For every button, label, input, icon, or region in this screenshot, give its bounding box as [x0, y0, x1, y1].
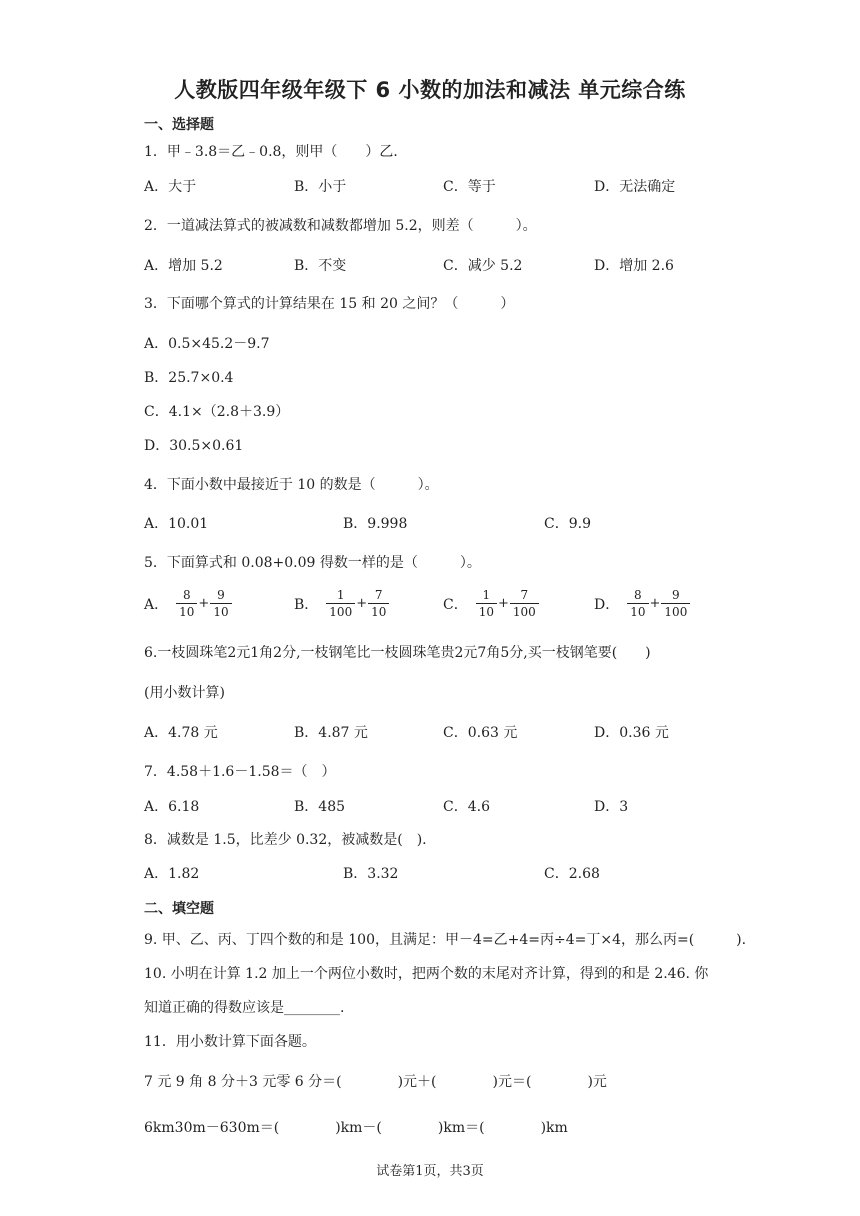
q4-option-a: A．10.01 — [144, 516, 209, 532]
q5-option-d-label: D． — [594, 596, 620, 613]
fraction: $\frac{1}{10}$ — [476, 587, 497, 620]
q5-option-b: B． $\frac{1}{100}$ + $\frac{7}{10}$ — [294, 587, 389, 620]
q8-option-c: C．2.68 — [544, 866, 600, 882]
q6-option-d: D．0.36 元 — [594, 725, 669, 741]
q2-option-c: C．减少 5.2 — [443, 258, 523, 274]
question-11: 11．用小数计算下面各题。 — [144, 1034, 316, 1050]
q5-option-b-label: B． — [294, 596, 319, 613]
q4-option-c: C．9.9 — [544, 516, 591, 532]
q7-option-b: B．485 — [294, 799, 346, 815]
question-4: 4．下面小数中最接近于 10 的数是（ ）。 — [144, 477, 439, 493]
section-heading-choice: 一、选择题 — [144, 117, 214, 133]
question-10: 10. 小明在计算 1.2 加上一个两位小数时，把两个数的末尾对齐计算，得到的和是 2.46. 你 — [144, 966, 709, 982]
question-11-line1: 7 元 9 角 8 分＋3 元零 6 分＝( )元＋( )元＝( )元 — [144, 1074, 607, 1090]
q6-option-a: A．4.78 元 — [144, 725, 218, 741]
question-11-line2: 6km30m－630m＝( )km－( )km＝( )km — [144, 1120, 568, 1136]
q2-option-b: B．不变 — [294, 258, 347, 274]
q8-option-b: B．3.32 — [343, 866, 399, 882]
page-title: 人教版四年级年级下 6 小数的加法和减法 单元综合练 — [174, 78, 686, 102]
q2-option-d: D．增加 2.6 — [594, 258, 674, 274]
q3-option-c: C．4.1×（2.8＋3.9） — [144, 404, 290, 420]
q8-option-a: A．1.82 — [144, 866, 200, 882]
q6-option-b: B．4.87 元 — [294, 725, 368, 741]
q5-option-a-label: A． — [144, 596, 169, 613]
q7-option-a: A．6.18 — [144, 799, 200, 815]
question-3: 3．下面哪个算式的计算结果在 15 和 20 之间？（ ） — [144, 296, 515, 312]
q6-option-c: C．0.63 元 — [443, 725, 518, 741]
question-9: 9. 甲、乙、丙、丁四个数的和是 100，且满足：甲－4=乙+4=丙÷4=丁×4，那么丙=( ). — [144, 932, 747, 948]
fraction: $\frac{8}{10}$ — [176, 587, 197, 620]
q1-option-b: B．小于 — [294, 179, 347, 195]
question-1: 1．甲﹣3.8＝乙﹣0.8，则甲（ ）乙． — [144, 144, 408, 160]
question-2: 2．一道减法算式的被减数和减数都增加 5.2，则差（ ）。 — [144, 218, 537, 234]
q3-option-b: B．25.7×0.4 — [144, 370, 234, 386]
question-7: 7．4.58＋1.6－1.58＝（ ） — [144, 764, 336, 780]
question-6-note: (用小数计算) — [144, 685, 225, 701]
question-6: 6.一枝圆珠笔2元1角2分,一枝钢笔比一枝圆珠笔贵2元7角5分,买一枝钢笔要( ) — [144, 645, 651, 661]
q7-option-d: D．3 — [594, 799, 629, 815]
q5-option-c-label: C． — [443, 596, 468, 613]
q1-option-c: C．等于 — [443, 179, 496, 195]
fraction: $\frac{1}{100}$ — [326, 587, 355, 620]
q1-option-a: A．大于 — [144, 179, 197, 195]
page-footer: 试卷第1页，共3页 — [376, 1164, 484, 1179]
question-8: 8．减数是 1.5，比差少 0.32，被减数是( ). — [144, 832, 427, 848]
fraction: $\frac{9}{10}$ — [210, 587, 231, 620]
question-5: 5．下面算式和 0.08+0.09 得数一样的是（ ）。 — [144, 555, 481, 571]
fraction: $\frac{8}{10}$ — [627, 587, 648, 620]
q2-option-a: A．增加 5.2 — [144, 258, 223, 274]
question-10-line2: 知道正确的得数应该是________. — [144, 1000, 345, 1016]
q3-option-a: A．0.5×45.2－9.7 — [144, 336, 270, 352]
q1-option-d: D．无法确定 — [594, 179, 676, 195]
q4-option-b: B．9.998 — [343, 516, 408, 532]
q5-option-d: D． $\frac{8}{10}$ + $\frac{9}{100}$ — [594, 587, 690, 620]
q5-option-a: A． $\frac{8}{10}$ + $\frac{9}{10}$ — [144, 587, 232, 620]
section-heading-fill: 二、填空题 — [144, 901, 214, 917]
fraction: $\frac{7}{10}$ — [368, 587, 389, 620]
q3-option-d: D．30.5×0.61 — [144, 438, 244, 454]
fraction: $\frac{9}{100}$ — [661, 587, 690, 620]
q5-option-c: C． $\frac{1}{10}$ + $\frac{7}{100}$ — [443, 587, 539, 620]
fraction: $\frac{7}{100}$ — [510, 587, 539, 620]
q7-option-c: C．4.6 — [443, 799, 490, 815]
